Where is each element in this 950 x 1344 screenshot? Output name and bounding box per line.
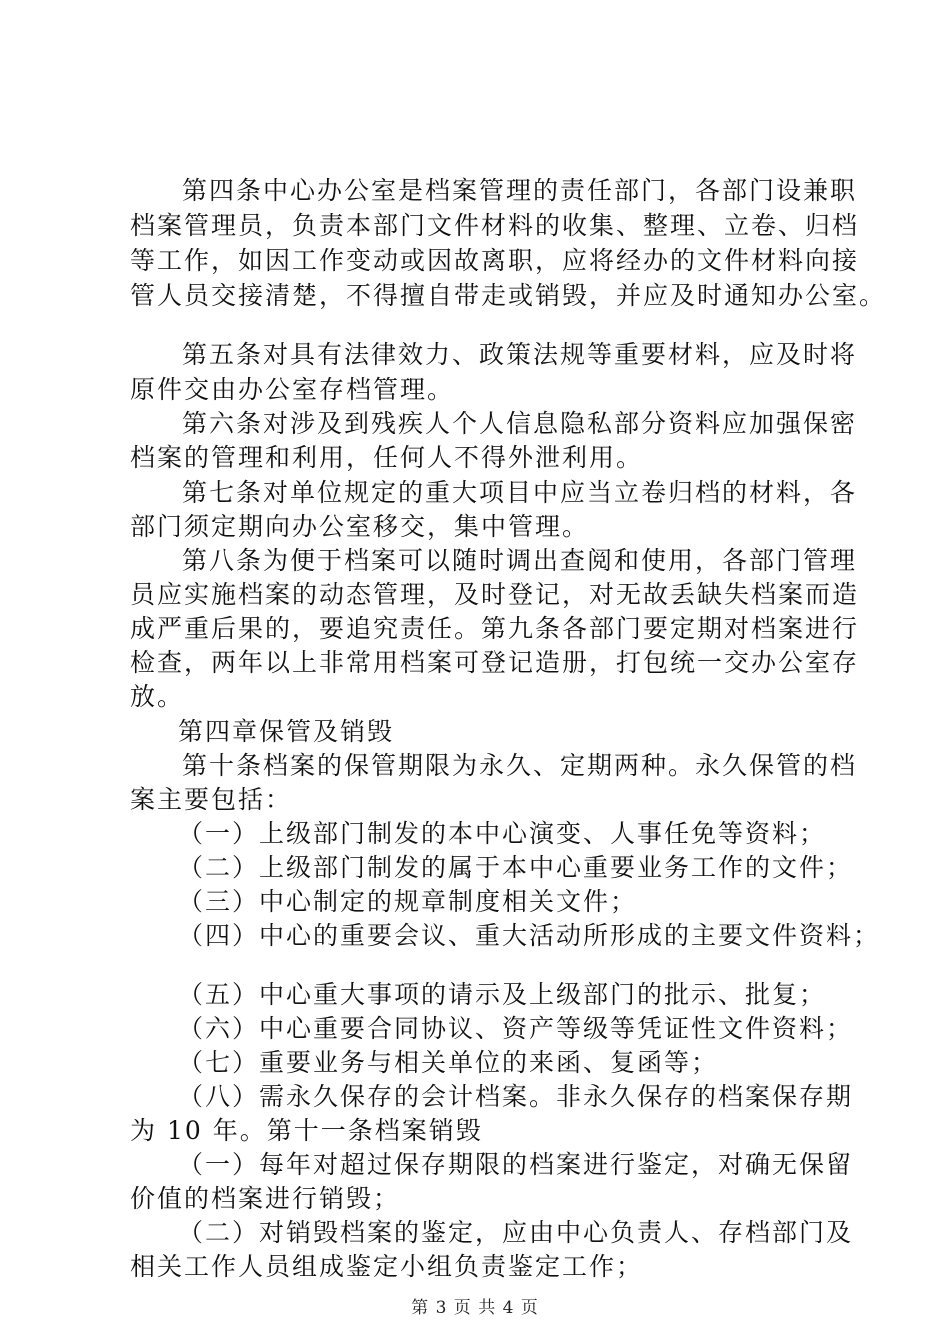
paragraph-line: 第六条对涉及到残疾人个人信息隐私部分资料应加强保密 <box>182 409 858 438</box>
paragraph-line: 管人员交接清楚，不得擅自带走或销毁，并应及时通知办公室。 <box>130 281 887 310</box>
paragraph-line: 档案的管理和利用，任何人不得外泄利用。 <box>130 443 644 472</box>
list-item: （七）重要业务与相关单位的来函、复函等； <box>178 1048 719 1077</box>
paragraph-line: 第四条中心办公室是档案管理的责任部门，各部门设兼职 <box>182 176 858 205</box>
list-item: （一）每年对超过保存期限的档案进行鉴定，对确无保留 <box>178 1150 854 1179</box>
list-item: （一）上级部门制发的本中心演变、人事任免等资料； <box>178 819 827 848</box>
paragraph-line: 成严重后果的，要追究责任。第九条各部门要定期对档案进行 <box>130 614 860 643</box>
list-item: （五）中心重大事项的请示及上级部门的批示、批复； <box>178 980 827 1009</box>
paragraph-line: 员应实施档案的动态管理，及时登记，对无故丢缺失档案而造 <box>130 580 860 609</box>
list-item: （八）需永久保存的会计档案。非永久保存的档案保存期 <box>178 1082 854 1111</box>
paragraph-line: 为 10 年。第十一条档案销毁 <box>130 1116 483 1145</box>
page-footer: 第 3 页 共 4 页 <box>411 1298 539 1318</box>
list-item: （四）中心的重要会议、重大活动所形成的主要文件资料； <box>178 921 881 950</box>
list-item: （六）中心重要合同协议、资产等级等凭证性文件资料； <box>178 1014 854 1043</box>
chapter-heading: 第四章保管及销毁 <box>178 717 395 746</box>
paragraph-line: 价值的档案进行销毁； <box>130 1184 401 1213</box>
paragraph-line: 第十条档案的保管期限为永久、定期两种。永久保管的档 <box>182 751 858 780</box>
paragraph-line: 部门须定期向办公室移交，集中管理。 <box>130 512 590 541</box>
paragraph-line: 检查，两年以上非常用档案可登记造册，打包统一交办公室存 <box>130 648 860 677</box>
list-item: （二）上级部门制发的属于本中心重要业务工作的文件； <box>178 853 854 882</box>
paragraph-line: 第七条对单位规定的重大项目中应当立卷归档的材料，各 <box>182 478 858 507</box>
list-item: （三）中心制定的规章制度相关文件； <box>178 887 638 916</box>
paragraph-line: 第八条为便于档案可以随时调出查阅和使用，各部门管理 <box>182 546 858 575</box>
paragraph-line: 相关工作人员组成鉴定小组负责鉴定工作； <box>130 1252 644 1281</box>
paragraph-line: 原件交由办公室存档管理。 <box>130 375 455 404</box>
paragraph-line: 案主要包括： <box>130 785 293 814</box>
paragraph-line: 等工作，如因工作变动或因故离职，应将经办的文件材料向接 <box>130 246 860 275</box>
paragraph-line: 第五条对具有法律效力、政策法规等重要材料，应及时将 <box>182 340 858 369</box>
list-item: （二）对销毁档案的鉴定，应由中心负责人、存档部门及 <box>178 1218 854 1247</box>
paragraph-line: 放。 <box>130 682 185 711</box>
paragraph-line: 档案管理员，负责本部门文件材料的收集、整理、立卷、归档 <box>130 211 860 240</box>
